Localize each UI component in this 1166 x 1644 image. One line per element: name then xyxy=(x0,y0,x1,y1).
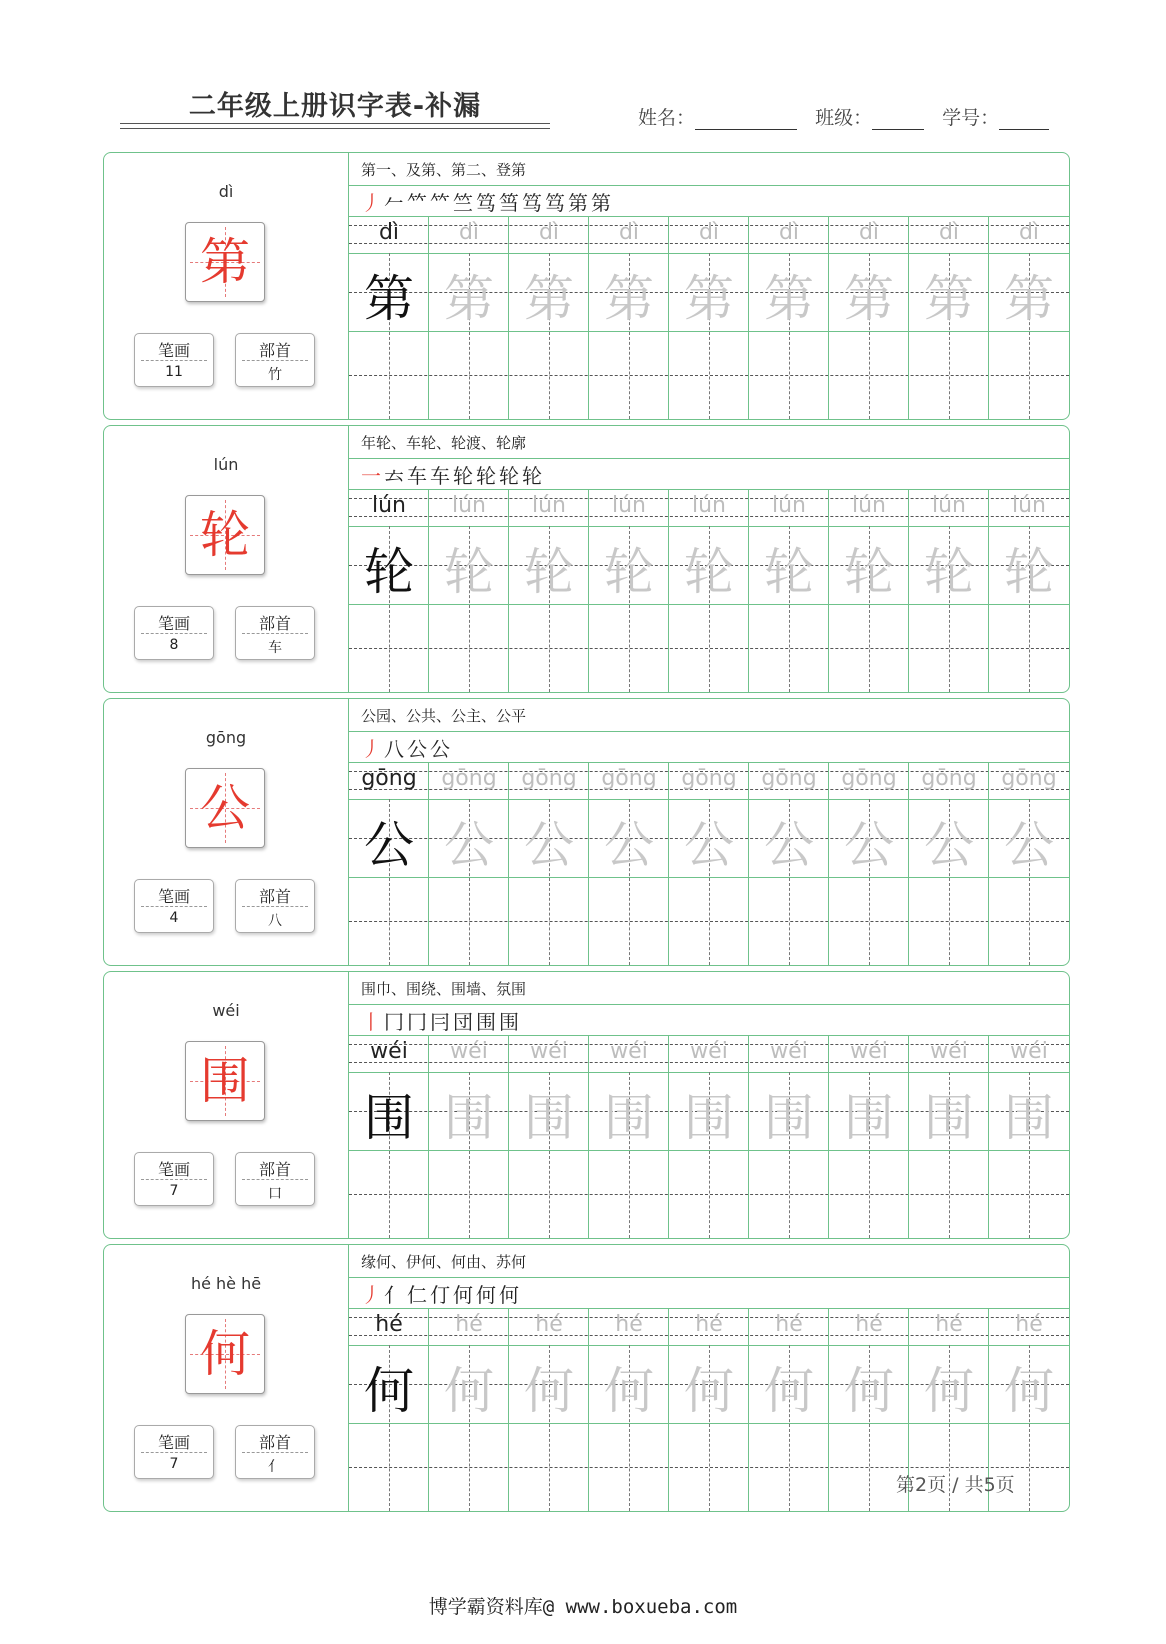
example-words: 围巾、围绕、围墙、氛围 xyxy=(361,980,527,998)
character-trace: 第 xyxy=(924,270,974,328)
writing-cell[interactable] xyxy=(669,1423,749,1511)
pinyin-trace: hé xyxy=(695,1312,723,1337)
class-label: 班级： xyxy=(815,107,873,129)
pinyin-trace: dì xyxy=(698,220,720,245)
character-trace: 何 xyxy=(604,1362,654,1420)
writing-cell[interactable] xyxy=(909,877,989,965)
stroke-step: 竺 xyxy=(453,191,476,215)
character-trace: 公 xyxy=(604,816,654,874)
stroke-step: 公 xyxy=(407,737,430,761)
pinyin-trace: wéi xyxy=(530,1039,568,1064)
writing-cell[interactable] xyxy=(669,331,749,419)
pinyin-trace: gōng xyxy=(521,766,577,791)
stroke-count-value: 8 xyxy=(169,637,179,653)
character-box xyxy=(185,768,265,848)
stroke-step: 一 xyxy=(361,464,384,488)
writing-cell[interactable] xyxy=(669,1150,749,1238)
pinyin-trace: wéi xyxy=(450,1039,488,1064)
stroke-step: 𠫓 xyxy=(384,464,407,488)
character-trace: 何 xyxy=(764,1362,814,1420)
character-trace: 第 xyxy=(844,270,894,328)
stroke-step: 丿 xyxy=(361,191,384,215)
writing-cell[interactable] xyxy=(589,877,669,965)
example-words-row xyxy=(349,699,1069,732)
radical-value: 口 xyxy=(268,1186,282,1202)
featured-character: 围 xyxy=(200,1052,250,1110)
character-trace: 轮 xyxy=(1004,543,1054,601)
footer-watermark: 博学霸资料库@ www.boxueba.com xyxy=(428,1596,738,1618)
stroke-step: 笃 xyxy=(545,191,568,215)
practice-panel xyxy=(349,426,1069,692)
writing-cell[interactable] xyxy=(429,1423,509,1511)
writing-cell[interactable] xyxy=(349,604,429,692)
character-trace: 第 xyxy=(604,270,654,328)
pinyin-trace: hé xyxy=(855,1312,883,1337)
pinyin-trace: gōng xyxy=(441,766,497,791)
pinyin-model: lún xyxy=(372,493,406,518)
pinyin-label: hé hè hē xyxy=(190,1274,262,1293)
radical-value: 八 xyxy=(268,913,282,929)
writing-cell[interactable] xyxy=(509,604,589,692)
stroke-count-value: 4 xyxy=(169,910,179,926)
name-label: 姓名： xyxy=(638,107,696,129)
pinyin-trace: wéi xyxy=(850,1039,888,1064)
character-box xyxy=(185,495,265,575)
character-info-panel xyxy=(104,699,349,965)
stroke-order-row xyxy=(349,459,1069,490)
stroke-step: 𠂉 xyxy=(384,191,407,215)
character-trace: 轮 xyxy=(604,543,654,601)
pinyin-trace: lún xyxy=(932,493,966,518)
stroke-step: 轮 xyxy=(499,464,522,488)
student-no-field[interactable] xyxy=(999,109,1049,130)
featured-character: 何 xyxy=(200,1325,250,1383)
character-trace: 第 xyxy=(524,270,574,328)
example-words-row xyxy=(349,426,1069,459)
writing-cell[interactable] xyxy=(909,1423,989,1511)
example-words: 年轮、车轮、轮渡、轮廓 xyxy=(361,434,527,452)
writing-cell[interactable] xyxy=(989,1150,1069,1238)
featured-character: 轮 xyxy=(200,506,250,564)
writing-cell[interactable] xyxy=(429,604,509,692)
stroke-order-sequence xyxy=(361,733,453,762)
pinyin-model: gōng xyxy=(361,766,417,791)
stroke-count-value: 7 xyxy=(169,1183,179,1199)
radical-box xyxy=(235,1425,315,1479)
pinyin-trace: wéi xyxy=(770,1039,808,1064)
character-trace: 公 xyxy=(524,816,574,874)
stroke-step: 何 xyxy=(499,1283,522,1307)
stroke-order-row xyxy=(349,186,1069,217)
stroke-step: 亻 xyxy=(384,1283,407,1307)
name-field[interactable] xyxy=(695,109,797,130)
pinyin-trace: wéi xyxy=(1010,1039,1048,1064)
character-trace: 何 xyxy=(524,1362,574,1420)
stroke-step: 仁 xyxy=(407,1283,430,1307)
stroke-step: 何 xyxy=(453,1283,476,1307)
stroke-step: 车 xyxy=(430,464,453,488)
character-trace: 何 xyxy=(924,1362,974,1420)
character-trace: 围 xyxy=(844,1089,894,1147)
pinyin-trace: wéi xyxy=(930,1039,968,1064)
writing-cell[interactable] xyxy=(509,877,589,965)
practice-panel xyxy=(349,699,1069,965)
writing-cell[interactable] xyxy=(589,1423,669,1511)
page-title: 二年级上册识字表-补漏 xyxy=(188,91,482,122)
character-trace: 轮 xyxy=(844,543,894,601)
writing-cell[interactable] xyxy=(989,877,1069,965)
pinyin-trace: dì xyxy=(858,220,880,245)
example-words: 第一、及第、第二、登第 xyxy=(361,161,527,179)
stroke-count-box xyxy=(134,879,214,933)
pinyin-trace: wéi xyxy=(690,1039,728,1064)
stroke-step: 筜 xyxy=(499,191,522,215)
writing-cell[interactable] xyxy=(429,1150,509,1238)
stroke-step: 𥫗 xyxy=(407,191,430,215)
pinyin-label: lún xyxy=(213,455,239,474)
stroke-order-row xyxy=(349,1005,1069,1036)
stroke-count-label: 笔画 xyxy=(157,1433,190,1452)
character-info-panel xyxy=(104,972,349,1238)
stroke-order-row xyxy=(349,732,1069,763)
stroke-step: 车 xyxy=(407,464,430,488)
character-trace: 公 xyxy=(684,816,734,874)
character-card xyxy=(103,698,1070,966)
stroke-step: 第 xyxy=(568,191,591,215)
page-indicator: 第2页 / 共5页 xyxy=(896,1474,1015,1496)
writing-cell[interactable] xyxy=(909,604,989,692)
practice-panel xyxy=(349,972,1069,1238)
writing-cell[interactable] xyxy=(989,331,1069,419)
radical-value: 竹 xyxy=(268,367,282,383)
radical-label: 部首 xyxy=(258,1433,291,1452)
radical-box xyxy=(235,1152,315,1206)
example-words-row xyxy=(349,972,1069,1005)
class-field[interactable] xyxy=(872,109,924,130)
title-underline-double xyxy=(120,128,550,129)
character-trace: 何 xyxy=(844,1362,894,1420)
character-trace: 第 xyxy=(764,270,814,328)
radical-label: 部首 xyxy=(258,341,291,360)
stroke-step: 冂 xyxy=(384,1010,407,1034)
pinyin-trace: hé xyxy=(775,1312,803,1337)
student-no-label: 学号： xyxy=(942,107,1000,129)
writing-cell[interactable] xyxy=(669,604,749,692)
stroke-count-box xyxy=(134,606,214,660)
writing-cell[interactable] xyxy=(589,1150,669,1238)
pinyin-model: dì xyxy=(378,220,400,245)
pinyin-trace: lún xyxy=(532,493,566,518)
pinyin-model: hé xyxy=(375,1312,403,1337)
practice-grid xyxy=(349,217,1069,419)
stroke-step: 仃 xyxy=(430,1283,453,1307)
stroke-order-sequence xyxy=(361,1006,522,1035)
pinyin-trace: gōng xyxy=(761,766,817,791)
pinyin-trace: dì xyxy=(618,220,640,245)
radical-label: 部首 xyxy=(258,614,291,633)
writing-cell[interactable] xyxy=(429,331,509,419)
character-card xyxy=(103,152,1070,420)
writing-cell[interactable] xyxy=(829,331,909,419)
radical-value: 亻 xyxy=(268,1459,282,1475)
pinyin-trace: gōng xyxy=(921,766,977,791)
stroke-count-label: 笔画 xyxy=(157,341,190,360)
writing-cell[interactable] xyxy=(749,604,829,692)
character-card xyxy=(103,425,1070,693)
stroke-step: 丿 xyxy=(361,1283,384,1307)
writing-cell[interactable] xyxy=(349,1150,429,1238)
stroke-count-value: 7 xyxy=(169,1456,179,1472)
pinyin-trace: gōng xyxy=(1001,766,1057,791)
stroke-step: 第 xyxy=(591,191,614,215)
character-info-panel xyxy=(104,153,349,419)
writing-cell[interactable] xyxy=(749,877,829,965)
character-trace: 围 xyxy=(524,1089,574,1147)
pinyin-trace: lún xyxy=(692,493,726,518)
character-box xyxy=(185,222,265,302)
writing-cell[interactable] xyxy=(349,331,429,419)
pinyin-trace: hé xyxy=(455,1312,483,1337)
stroke-count-box xyxy=(134,333,214,387)
pinyin-trace: dì xyxy=(1018,220,1040,245)
practice-grid xyxy=(349,1036,1069,1238)
writing-cell[interactable] xyxy=(669,877,749,965)
writing-cell[interactable] xyxy=(349,1423,429,1511)
example-words-row xyxy=(349,1245,1069,1278)
stroke-step: 丿 xyxy=(361,737,384,761)
pinyin-model: wéi xyxy=(370,1039,408,1064)
writing-cell[interactable] xyxy=(509,1423,589,1511)
character-trace: 何 xyxy=(1004,1362,1054,1420)
stroke-count-label: 笔画 xyxy=(157,614,190,633)
character-trace: 围 xyxy=(684,1089,734,1147)
stroke-step: 轮 xyxy=(522,464,545,488)
character-trace: 围 xyxy=(764,1089,814,1147)
writing-cell[interactable] xyxy=(989,1423,1069,1511)
practice-panel xyxy=(349,153,1069,419)
character-trace: 轮 xyxy=(764,543,814,601)
character-trace: 公 xyxy=(764,816,814,874)
pinyin-label: dì xyxy=(218,182,234,201)
character-model: 公 xyxy=(364,816,414,874)
pinyin-trace: dì xyxy=(778,220,800,245)
featured-character: 公 xyxy=(200,779,250,837)
title-underline xyxy=(120,123,550,124)
stroke-step: 冂 xyxy=(407,1010,430,1034)
radical-label: 部首 xyxy=(258,1160,291,1179)
character-model: 何 xyxy=(364,1362,414,1420)
pinyin-trace: hé xyxy=(535,1312,563,1337)
character-box xyxy=(185,1041,265,1121)
character-model: 围 xyxy=(364,1089,414,1147)
character-trace: 第 xyxy=(444,270,494,328)
pinyin-trace: hé xyxy=(935,1312,963,1337)
stroke-order-row xyxy=(349,1278,1069,1309)
writing-cell[interactable] xyxy=(829,604,909,692)
character-box xyxy=(185,1314,265,1394)
stroke-count-label: 笔画 xyxy=(157,887,190,906)
stroke-count-box xyxy=(134,1152,214,1206)
pinyin-trace: gōng xyxy=(841,766,897,791)
character-trace: 公 xyxy=(924,816,974,874)
character-info-panel xyxy=(104,1245,349,1511)
radical-box xyxy=(235,606,315,660)
example-words: 公园、公共、公主、公平 xyxy=(361,707,527,725)
pinyin-trace: gōng xyxy=(681,766,737,791)
stroke-count-box xyxy=(134,1425,214,1479)
practice-grid xyxy=(349,763,1069,965)
character-trace: 何 xyxy=(444,1362,494,1420)
character-trace: 轮 xyxy=(924,543,974,601)
radical-box xyxy=(235,333,315,387)
pinyin-trace: gōng xyxy=(601,766,657,791)
character-trace: 围 xyxy=(604,1089,654,1147)
character-trace: 第 xyxy=(1004,270,1054,328)
stroke-step: 围 xyxy=(476,1010,499,1034)
stroke-step: 轮 xyxy=(476,464,499,488)
pinyin-trace: lún xyxy=(772,493,806,518)
character-trace: 轮 xyxy=(444,543,494,601)
radical-label: 部首 xyxy=(258,887,291,906)
stroke-step: 轮 xyxy=(453,464,476,488)
character-trace: 轮 xyxy=(684,543,734,601)
pinyin-trace: lún xyxy=(1012,493,1046,518)
radical-box xyxy=(235,879,315,933)
pinyin-trace: lún xyxy=(852,493,886,518)
character-card xyxy=(103,971,1070,1239)
pinyin-trace: hé xyxy=(1015,1312,1043,1337)
stroke-count-value: 11 xyxy=(165,364,183,380)
example-words-row xyxy=(349,153,1069,186)
character-trace: 围 xyxy=(444,1089,494,1147)
character-trace: 公 xyxy=(444,816,494,874)
character-trace: 何 xyxy=(684,1362,734,1420)
writing-cell[interactable] xyxy=(589,331,669,419)
writing-cell[interactable] xyxy=(989,604,1069,692)
pinyin-trace: wéi xyxy=(610,1039,648,1064)
writing-cell[interactable] xyxy=(829,1150,909,1238)
stroke-count-label: 笔画 xyxy=(157,1160,190,1179)
character-model: 第 xyxy=(364,270,414,328)
stroke-step: 冃 xyxy=(430,1010,453,1034)
stroke-step: 何 xyxy=(476,1283,499,1307)
writing-cell[interactable] xyxy=(829,1423,909,1511)
stroke-step: 丨 xyxy=(361,1010,384,1034)
writing-cell[interactable] xyxy=(909,1150,989,1238)
pinyin-trace: dì xyxy=(458,220,480,245)
practice-grid xyxy=(349,490,1069,692)
stroke-order-sequence xyxy=(361,1279,522,1308)
stroke-step: 𥫗 xyxy=(430,191,453,215)
pinyin-trace: lún xyxy=(452,493,486,518)
writing-cell[interactable] xyxy=(589,604,669,692)
writing-cell[interactable] xyxy=(349,877,429,965)
character-trace: 公 xyxy=(1004,816,1054,874)
writing-cell[interactable] xyxy=(829,877,909,965)
stroke-step: 公 xyxy=(430,737,453,761)
pinyin-label: gōng xyxy=(205,728,247,747)
character-trace: 轮 xyxy=(524,543,574,601)
pinyin-trace: hé xyxy=(615,1312,643,1337)
writing-cell[interactable] xyxy=(749,331,829,419)
stroke-order-sequence xyxy=(361,187,614,216)
writing-cell[interactable] xyxy=(749,1423,829,1511)
stroke-step: 笃 xyxy=(522,191,545,215)
character-model: 轮 xyxy=(364,543,414,601)
writing-cell[interactable] xyxy=(509,1150,589,1238)
character-trace: 第 xyxy=(684,270,734,328)
character-trace: 公 xyxy=(844,816,894,874)
stroke-step: 八 xyxy=(384,737,407,761)
stroke-step: 団 xyxy=(453,1010,476,1034)
writing-cell[interactable] xyxy=(509,331,589,419)
writing-cell[interactable] xyxy=(909,331,989,419)
pinyin-trace: lún xyxy=(612,493,646,518)
pinyin-trace: dì xyxy=(938,220,960,245)
featured-character: 第 xyxy=(200,233,250,291)
character-trace: 围 xyxy=(924,1089,974,1147)
stroke-step: 笃 xyxy=(476,191,499,215)
student-info-fields xyxy=(638,103,1049,130)
writing-cell[interactable] xyxy=(429,877,509,965)
radical-value: 车 xyxy=(268,640,282,656)
writing-cell[interactable] xyxy=(749,1150,829,1238)
stroke-order-sequence xyxy=(361,460,545,489)
character-trace: 围 xyxy=(1004,1089,1054,1147)
pinyin-trace: dì xyxy=(538,220,560,245)
example-words: 缘何、伊何、何由、苏何 xyxy=(361,1253,527,1271)
pinyin-label: wéi xyxy=(212,1001,240,1020)
character-info-panel xyxy=(104,426,349,692)
stroke-step: 围 xyxy=(499,1010,522,1034)
